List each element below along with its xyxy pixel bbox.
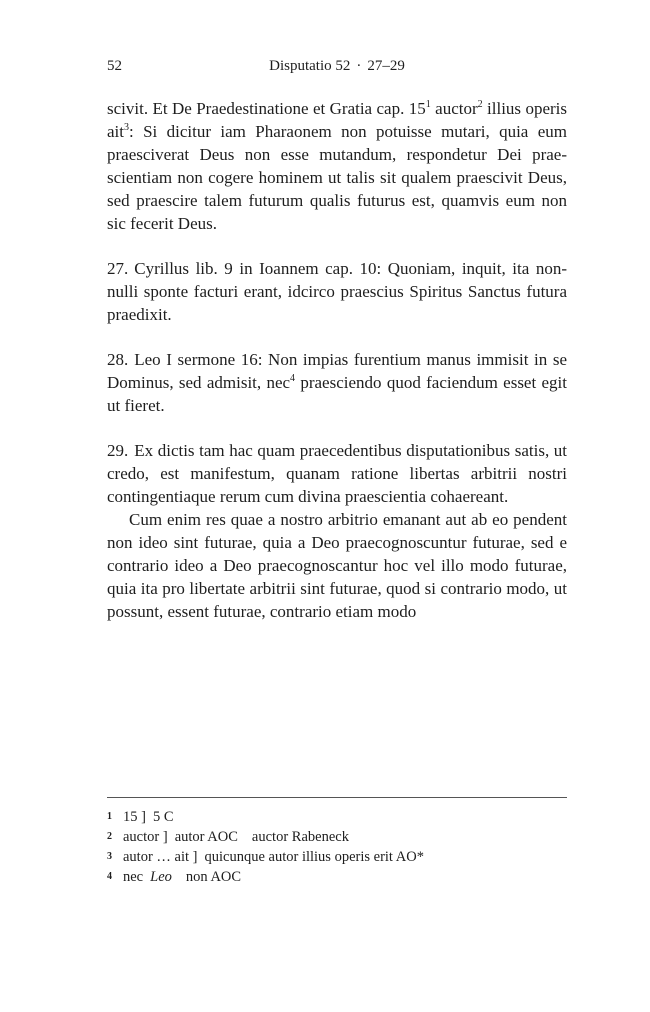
footnote-lemma: 15 ] [123, 809, 146, 825]
footnote-mark: 2 [107, 831, 112, 842]
footnote-reading-alt: auctor Rabeneck [251, 829, 349, 845]
paragraph-number: 27. [107, 259, 129, 278]
footnote-mark: 3 [107, 851, 112, 862]
text-segment: praesciendo quod faciendum esset egit ut fieret. [107, 373, 567, 415]
footnote-mark: 1 [107, 811, 112, 822]
paragraph-28 [107, 348, 567, 417]
text-segment: scivit. Et De Praedestinatione et Gratia cap. 15 [107, 99, 426, 118]
paragraph-text: Ex dictis tam hac quam praecedentibus disputationibus satis, ut credo, est manifestum, quanam ratione libertas arbitrii nostri contingentiaque rerum cum divina praescientia cohaereant. [107, 441, 567, 506]
running-header [107, 58, 567, 84]
text-segment: Leo I sermone 16: Non impias furentium manus immisit in se Dominus, sed admisit, nec [107, 350, 567, 392]
paragraph-29-continued [107, 508, 567, 623]
footnote-ref-1[interactable]: 1 [425, 99, 431, 110]
footnote-mark: 4 [107, 871, 112, 882]
paragraph-29 [107, 439, 567, 508]
paragraph-text: Cum enim res quae a nostro arbitrio emanant aut ab eo pendent non ideo sint futurae, quia a Deo praecognoscuntur futurae, sed e contrario ideo a Deo praecognoscantur hoc vel illo modo futurae, quia ita pro libertate arbitrii sint futurae, quod si contrario modo, ut possunt, essent futurae, contrario etiam modo [107, 510, 567, 621]
footnote-1 [107, 807, 567, 827]
running-title-text: Disputatio 52 [269, 58, 351, 74]
main-text [107, 97, 567, 623]
text-segment: auctor [430, 99, 478, 118]
footnote-lemma: nec [123, 869, 144, 885]
paragraph-continuation [107, 97, 567, 235]
paragraph-text: Cyrillus lib. 9 in Ioannem cap. 10: Quoniam, inquit, ita nonnulli sponte facturi erant, idcirco praescius Spiritus Sanctus futura praedixit. [107, 259, 567, 324]
footnote-reading: autor AOC [174, 829, 238, 845]
text-segment: illius operis ait [107, 99, 567, 141]
footnote-lemma: autor … ait ] [123, 849, 198, 865]
running-title [107, 58, 567, 75]
paragraph-number: 28. [107, 350, 129, 369]
footnotes [107, 807, 567, 887]
page-number: 52 [107, 58, 122, 74]
running-title-separator: · [356, 58, 362, 74]
footnote-2 [107, 827, 567, 847]
footnote-lemma: auctor ] [123, 829, 168, 845]
footnote-4 [107, 867, 567, 887]
footnote-reading: non AOC [185, 869, 242, 885]
footnote-3 [107, 847, 567, 867]
footnote-ref-4[interactable]: 4 [290, 373, 296, 384]
paragraph-number: 29. [107, 441, 129, 460]
running-title-range: 27–29 [367, 58, 405, 74]
footnote-reading: 5 C [152, 809, 174, 825]
footnote-divider [107, 797, 567, 798]
text-segment: : Si dicitur iam Pharaonem non potuisse mutari, quia eum praesciverat Deus non esse mutandum, respondetur Dei praescientiam non cogere hominem ut talis sit qualem praescivit Deus, sed praescire talem futurum qualis futurus est, quamvis eum non sic fecerit Deus. [107, 122, 567, 233]
footnote-siglum: Leo [150, 869, 172, 885]
footnote-reading: quicunque autor illius operis erit AO* [204, 849, 424, 865]
footnote-ref-2[interactable]: 2 [477, 99, 483, 110]
paragraph-27 [107, 257, 567, 326]
footnote-ref-3[interactable]: 3 [124, 122, 129, 133]
